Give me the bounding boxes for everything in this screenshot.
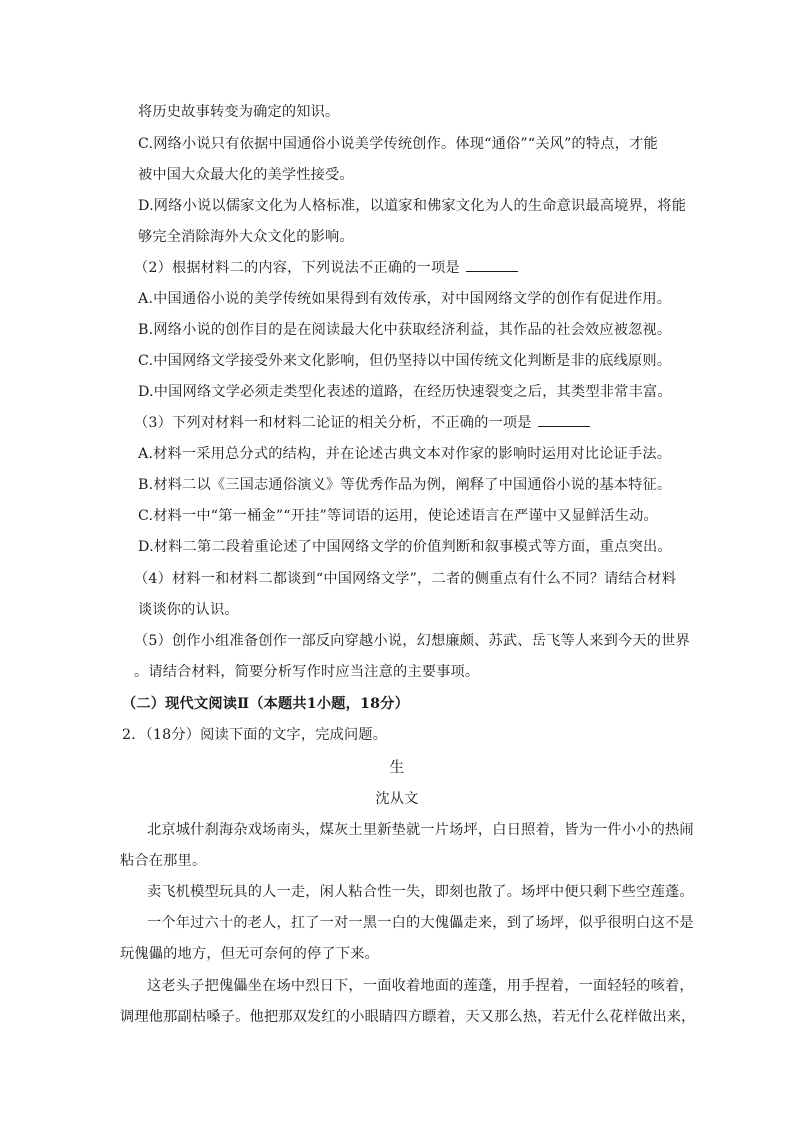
q3-stem bbox=[134, 413, 590, 433]
q2-option-c: C.中国网络文学接受外来文化影响，但仍坚持以中国传统文化判断是非的底线原则。 bbox=[138, 353, 672, 369]
question-2-intro: 2．（18分）阅读下面的文字，完成问题。 bbox=[122, 727, 388, 743]
story-p3-line2: 玩傀儡的地方，但无可奈何的停了下来。 bbox=[120, 946, 379, 962]
q1-option-d-line2: 够完全消除海外大众文化的影响。 bbox=[138, 229, 354, 245]
story-p4-line1: 这老头子把傀儡坐在场中烈日下，一面收着地面的莲蓬，用手捏着，一面轻轻的咳着， bbox=[147, 978, 694, 994]
q2-option-a: A.中国通俗小说的美学传统如果得到有效传承，对中国网络文学的创作有促进作用。 bbox=[138, 291, 672, 307]
q1-option-c-line2: 被中国大众最大化的美学性接受。 bbox=[138, 167, 354, 183]
story-p4-line2: 调理他那副枯嗓子。他把那双发红的小眼睛四方瞟着，天又那么热，若无什么花样做出来， bbox=[120, 1009, 696, 1025]
section-heading: （二）现代文阅读Ⅱ（本题共1小题，18分） bbox=[122, 696, 409, 712]
q2-stem bbox=[134, 258, 518, 278]
story-p3-line1: 一个年过六十的老人，扛了一对一黑一白的大傀儡走来，到了场坪，似乎很明白这不是 bbox=[147, 915, 694, 931]
story-p2: 卖飞机模型玩具的人一走，闲人粘合性一失，即刻也散了。场坪中便只剩下些空莲蓬。 bbox=[147, 884, 694, 900]
q3-answer-blank[interactable] bbox=[538, 414, 590, 427]
q3-option-d: D.材料二第二段着重论述了中国网络文学的价值判断和叙事模式等方面，重点突出。 bbox=[138, 539, 672, 555]
q4-line1: （4）材料一和材料二都谈到“中国网络文学”，二者的侧重点有什么不同？请结合材料 bbox=[134, 571, 677, 587]
story-author: 沈从文 bbox=[375, 791, 419, 807]
story-p1-line2: 粘合在那里。 bbox=[120, 853, 207, 869]
q2-stem-text: （2）根据材料二的内容，下列说法不正确的一项是 bbox=[134, 260, 460, 276]
q1-option-b-continuation: 将历史故事转变为确定的知识。 bbox=[138, 104, 340, 120]
q2-option-b: B.网络小说的创作目的是在阅读最大化中获取经济利益，其作品的社会效应被忽视。 bbox=[138, 322, 672, 338]
q2-answer-blank[interactable] bbox=[466, 259, 518, 272]
q2-option-d: D.中国网络文学必须走类型化表述的道路，在经历快速裂变之后，其类型非常丰富。 bbox=[138, 384, 672, 400]
q3-option-b: B.材料二以《三国志通俗演义》等优秀作品为例，阐释了中国通俗小说的基本特征。 bbox=[138, 477, 672, 493]
q1-option-d-line1: D.网络小说以儒家文化为人格标准，以道家和佛家文化为人的生命意识最高境界，将能 bbox=[138, 198, 687, 214]
q3-option-c: C.材料一中“第一桶金”“开挂”等词语的运用，使论述语言在严谨中又显鲜活生动。 bbox=[138, 508, 658, 524]
q5-line2: 。请结合材料，简要分析写作时应当注意的主要事项。 bbox=[134, 664, 480, 680]
story-title: 生 bbox=[389, 758, 405, 776]
q3-stem-text: （3）下列对材料一和材料二论证的相关分析，不正确的一项是 bbox=[134, 415, 532, 431]
q5-line1: （5）创作小组准备创作一部反向穿越小说，幻想廉颇、苏武、岳飞等人来到今天的世界 bbox=[134, 633, 690, 649]
q1-option-c-line1: C.网络小说只有依据中国通俗小说美学传统创作。体现“通俗”“关风”的特点，才能 bbox=[138, 136, 658, 152]
story-p1-line1: 北京城什刹海杂戏场南头，煤灰土里新垫就一片场坪，白日照着，皆为一件小小的热闹 bbox=[147, 822, 694, 838]
q4-line2: 谈谈你的认识。 bbox=[138, 602, 239, 618]
q3-option-a: A.材料一采用总分式的结构，并在论述古典文本对作家的影响时运用对比论证手法。 bbox=[138, 446, 672, 462]
